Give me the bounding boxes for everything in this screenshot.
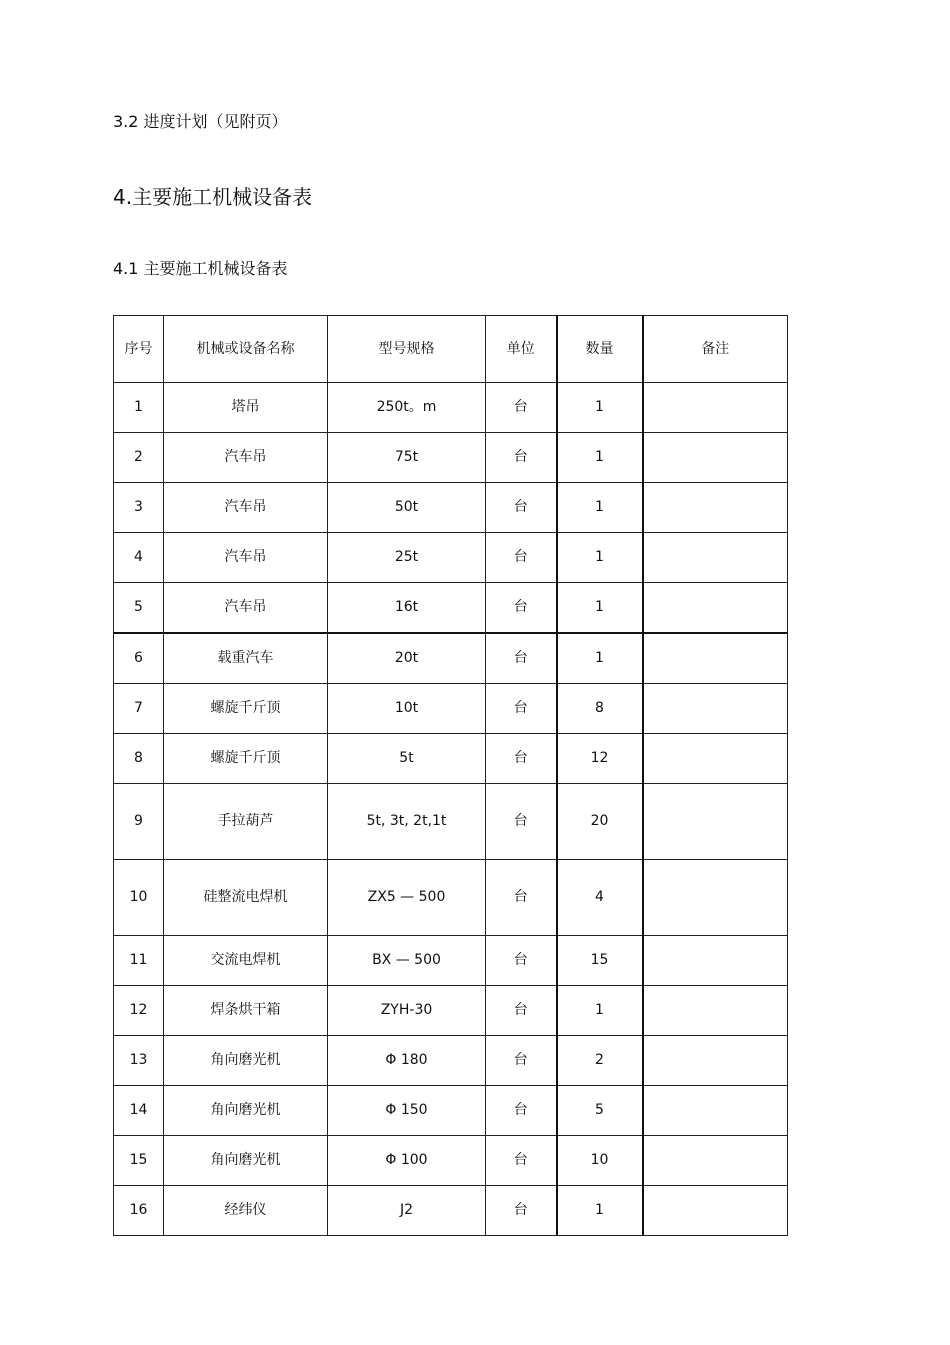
cell-no: 13 (114, 1036, 164, 1086)
cell-unit: 台 (486, 734, 557, 784)
cell-spec: 25t (328, 533, 486, 583)
cell-name: 塔吊 (164, 383, 328, 433)
cell-remark (643, 860, 788, 936)
cell-spec: Φ 150 (328, 1086, 486, 1136)
cell-remark (643, 1036, 788, 1086)
table-row (114, 1136, 788, 1186)
cell-qty: 1 (557, 633, 643, 684)
cell-unit: 台 (486, 1136, 557, 1186)
table-row (114, 433, 788, 483)
cell-spec: Φ 100 (328, 1136, 486, 1186)
header-no: 序号 (114, 316, 164, 383)
cell-remark (643, 433, 788, 483)
cell-unit: 台 (486, 936, 557, 986)
cell-qty: 1 (557, 986, 643, 1036)
cell-qty: 4 (557, 860, 643, 936)
cell-remark (643, 986, 788, 1036)
table-row (114, 684, 788, 734)
cell-unit: 台 (486, 633, 557, 684)
table-row (114, 1036, 788, 1086)
table-row (114, 734, 788, 784)
cell-qty: 20 (557, 784, 643, 860)
table-row (114, 1086, 788, 1136)
table-row (114, 483, 788, 533)
cell-name: 焊条烘干箱 (164, 986, 328, 1036)
cell-qty: 1 (557, 433, 643, 483)
cell-qty: 2 (557, 1036, 643, 1086)
cell-unit: 台 (486, 383, 557, 433)
cell-qty: 12 (557, 734, 643, 784)
header-name: 机械或设备名称 (164, 316, 328, 383)
cell-unit: 台 (486, 583, 557, 634)
header-spec: 型号规格 (328, 316, 486, 383)
cell-no: 3 (114, 483, 164, 533)
table-row (114, 986, 788, 1036)
cell-spec: 5t, 3t, 2t,1t (328, 784, 486, 860)
cell-remark (643, 1086, 788, 1136)
cell-unit: 台 (486, 533, 557, 583)
cell-name: 手拉葫芦 (164, 784, 328, 860)
cell-name: 硅整流电焊机 (164, 860, 328, 936)
cell-spec: ZYH-30 (328, 986, 486, 1036)
cell-name: 螺旋千斤顶 (164, 684, 328, 734)
section-heading-4-1: 4.1 主要施工机械设备表 (113, 259, 288, 278)
cell-no: 15 (114, 1136, 164, 1186)
cell-qty: 1 (557, 483, 643, 533)
cell-unit: 台 (486, 483, 557, 533)
cell-name: 经纬仪 (164, 1186, 328, 1236)
cell-qty: 1 (557, 533, 643, 583)
cell-spec: J2 (328, 1186, 486, 1236)
cell-no: 9 (114, 784, 164, 860)
section-heading-3-2: 3.2 进度计划（见附页） (113, 112, 288, 131)
cell-name: 角向磨光机 (164, 1136, 328, 1186)
cell-remark (643, 383, 788, 433)
equipment-table (113, 315, 788, 1236)
cell-remark (643, 936, 788, 986)
cell-spec: 5t (328, 734, 486, 784)
cell-no: 6 (114, 633, 164, 684)
cell-remark (643, 734, 788, 784)
cell-unit: 台 (486, 1086, 557, 1136)
header-qty: 数量 (557, 316, 643, 383)
cell-qty: 15 (557, 936, 643, 986)
cell-no: 16 (114, 1186, 164, 1236)
cell-remark (643, 483, 788, 533)
cell-name: 载重汽车 (164, 633, 328, 684)
cell-name: 汽车吊 (164, 433, 328, 483)
cell-spec: Φ 180 (328, 1036, 486, 1086)
cell-spec: 20t (328, 633, 486, 684)
cell-name: 角向磨光机 (164, 1086, 328, 1136)
cell-remark (643, 784, 788, 860)
header-remark: 备注 (643, 316, 788, 383)
cell-name: 角向磨光机 (164, 1036, 328, 1086)
cell-name: 交流电焊机 (164, 936, 328, 986)
cell-qty: 5 (557, 1086, 643, 1136)
cell-spec: 75t (328, 433, 486, 483)
table-row (114, 1186, 788, 1236)
cell-no: 12 (114, 986, 164, 1036)
cell-no: 5 (114, 583, 164, 634)
cell-remark (643, 583, 788, 634)
cell-name: 汽车吊 (164, 583, 328, 634)
table-row (114, 936, 788, 986)
cell-no: 4 (114, 533, 164, 583)
cell-name: 汽车吊 (164, 533, 328, 583)
cell-unit: 台 (486, 433, 557, 483)
cell-name: 汽车吊 (164, 483, 328, 533)
cell-spec: 50t (328, 483, 486, 533)
table-header-row (114, 316, 788, 383)
cell-remark (643, 633, 788, 684)
cell-qty: 10 (557, 1136, 643, 1186)
cell-spec: 10t (328, 684, 486, 734)
table-row (114, 533, 788, 583)
cell-unit: 台 (486, 860, 557, 936)
cell-no: 10 (114, 860, 164, 936)
cell-qty: 1 (557, 1186, 643, 1236)
cell-no: 2 (114, 433, 164, 483)
cell-no: 11 (114, 936, 164, 986)
cell-no: 7 (114, 684, 164, 734)
cell-no: 8 (114, 734, 164, 784)
cell-spec: BX — 500 (328, 936, 486, 986)
table-row (114, 784, 788, 860)
cell-unit: 台 (486, 986, 557, 1036)
table-row (114, 633, 788, 684)
table-row (114, 583, 788, 634)
cell-qty: 1 (557, 383, 643, 433)
cell-remark (643, 684, 788, 734)
cell-no: 1 (114, 383, 164, 433)
cell-unit: 台 (486, 784, 557, 860)
cell-remark (643, 533, 788, 583)
cell-no: 14 (114, 1086, 164, 1136)
table-row (114, 860, 788, 936)
table-row (114, 383, 788, 433)
cell-unit: 台 (486, 1036, 557, 1086)
section-heading-4: 4.主要施工机械设备表 (113, 185, 313, 209)
cell-unit: 台 (486, 684, 557, 734)
cell-remark (643, 1136, 788, 1186)
cell-remark (643, 1186, 788, 1236)
header-unit: 单位 (486, 316, 557, 383)
cell-spec: ZX5 — 500 (328, 860, 486, 936)
cell-unit: 台 (486, 1186, 557, 1236)
cell-spec: 250t。m (328, 383, 486, 433)
cell-spec: 16t (328, 583, 486, 634)
cell-qty: 1 (557, 583, 643, 634)
cell-name: 螺旋千斤顶 (164, 734, 328, 784)
cell-qty: 8 (557, 684, 643, 734)
